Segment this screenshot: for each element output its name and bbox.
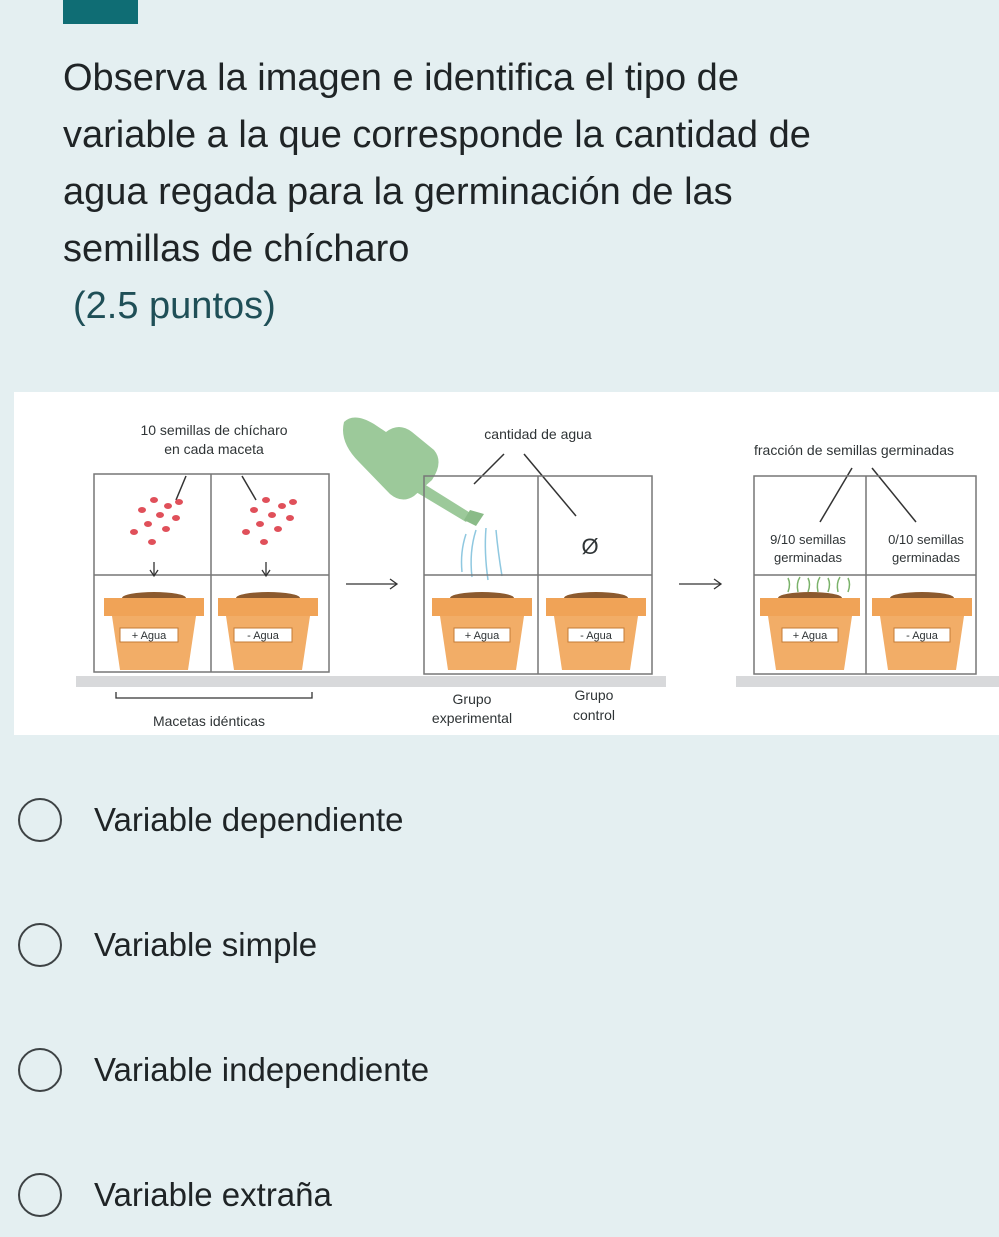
pot-left-1 <box>104 592 204 670</box>
pot-label: - Agua <box>247 630 279 642</box>
points-label: (2.5 puntos) <box>73 285 276 327</box>
question-line: variable a la que corresponde la cantidad de <box>63 114 811 156</box>
pot-label: + Agua <box>792 630 828 642</box>
option-variable-extrana[interactable] <box>18 1170 718 1220</box>
pot-left-2 <box>218 592 318 670</box>
pot-label: + Agua <box>464 630 500 642</box>
pot-label: + Agua <box>131 630 167 642</box>
radio-button[interactable] <box>18 923 62 967</box>
seeds-cluster-left <box>130 497 183 545</box>
group-control-1: Grupo <box>574 687 614 703</box>
option-variable-independiente[interactable] <box>18 1045 718 1095</box>
result-right-2: germinadas <box>892 550 960 565</box>
shelf <box>736 676 999 687</box>
arrow-right-icon <box>679 579 721 589</box>
pot-label: - Agua <box>580 630 612 642</box>
pot-control <box>546 592 646 670</box>
water-amount-label: cantidad de agua <box>484 426 592 442</box>
option-label: Variable independiente <box>94 1051 430 1088</box>
question-line: agua regada para la germinación de las <box>63 171 733 213</box>
group-control-2: control <box>572 707 616 723</box>
sprouts-icon <box>788 577 850 592</box>
option-label: Variable dependiente <box>94 801 404 838</box>
watering-can-icon <box>343 417 484 526</box>
group-experimental-1: Grupo <box>452 691 492 707</box>
pot-experimental <box>432 592 532 670</box>
option-variable-dependiente[interactable] <box>18 795 718 845</box>
water-drops <box>462 528 503 580</box>
seeds-label-1: 10 semillas de chícharo <box>140 422 288 438</box>
empty-set-symbol: Ø <box>581 534 599 559</box>
seeds-cluster-right <box>242 497 297 545</box>
identical-pots-label: Macetas idénticas <box>152 713 266 729</box>
result-right-1: 0/10 semillas <box>888 532 964 547</box>
option-variable-simple[interactable] <box>18 920 718 970</box>
radio-button[interactable] <box>18 1048 62 1092</box>
question-text <box>63 50 963 278</box>
experiment-figure <box>14 392 999 735</box>
radio-button[interactable] <box>18 798 62 842</box>
option-label: Variable extraña <box>94 1176 332 1213</box>
shelf <box>76 676 666 687</box>
pot-result-germinated <box>760 592 860 670</box>
pot-label: - Agua <box>906 630 938 642</box>
question-line: Observa la imagen e identifica el tipo de <box>63 57 739 99</box>
fraction-label: fracción de semillas germinadas <box>754 442 954 458</box>
result-left-2: germinadas <box>774 550 842 565</box>
experiment-illustration <box>14 392 999 735</box>
pot-result-not-germinated <box>872 592 972 670</box>
result-left-1: 9/10 semillas <box>770 532 846 547</box>
option-label: Variable simple <box>94 926 318 963</box>
radio-button[interactable] <box>18 1173 62 1217</box>
seeds-label-2: en cada maceta <box>164 441 264 457</box>
group-experimental-2: experimental <box>431 710 513 726</box>
question-line: semillas de chícharo <box>63 228 410 270</box>
top-accent-bar <box>63 0 138 24</box>
arrow-right-icon <box>346 579 397 589</box>
